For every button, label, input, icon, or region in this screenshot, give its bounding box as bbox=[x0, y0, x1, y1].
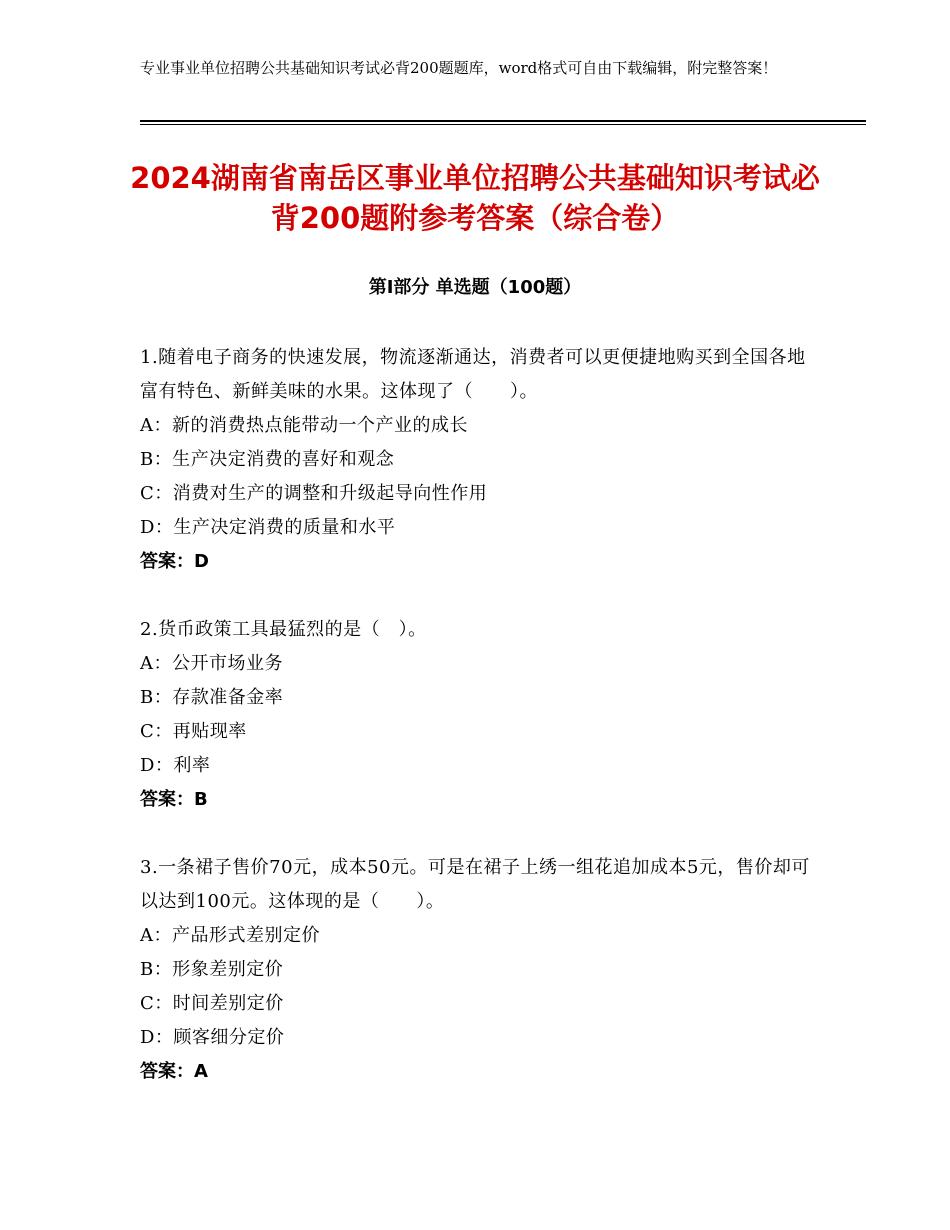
answer: 答案：A bbox=[140, 1061, 208, 1082]
answer: 答案：D bbox=[140, 551, 209, 572]
option-d: D：生产决定消费的质量和水平 bbox=[140, 517, 396, 538]
question-stem: 1.随着电子商务的快速发展，物流逐渐通达，消费者可以更便捷地购买到全国各地富有特色、新鲜美味的水果。这体现了（ ）。 bbox=[140, 347, 806, 402]
option-b: B：形象差别定价 bbox=[140, 959, 284, 980]
option-b: B：存款准备金率 bbox=[140, 687, 284, 708]
option-c: C：再贴现率 bbox=[140, 721, 247, 742]
option-a: A：产品形式差别定价 bbox=[140, 925, 320, 946]
question-2 bbox=[140, 613, 810, 817]
section-title: 第Ⅰ部分 单选题（100题） bbox=[368, 277, 582, 298]
header-rule-thick bbox=[140, 120, 866, 122]
question-list bbox=[140, 341, 810, 1123]
question-stem: 3.一条裙子售价70元，成本50元。可是在裙子上绣一组花追加成本5元，售价却可以达到100元。这体现的是（ ）。 bbox=[140, 857, 810, 912]
option-c: C：时间差别定价 bbox=[140, 993, 284, 1014]
document-title: 2024湖南省南岳区事业单位招聘公共基础知识考试必背200题附参考答案（综合卷） bbox=[130, 161, 820, 235]
option-c: C：消费对生产的调整和升级起导向性作用 bbox=[140, 483, 488, 504]
option-b: B：生产决定消费的喜好和观念 bbox=[140, 449, 395, 470]
header-rule-thin bbox=[140, 124, 866, 125]
question-stem: 2.货币政策工具最猛烈的是（ ）。 bbox=[140, 619, 427, 640]
option-a: A：新的消费热点能带动一个产业的成长 bbox=[140, 415, 468, 436]
question-1 bbox=[140, 341, 810, 579]
option-d: D：顾客细分定价 bbox=[140, 1027, 285, 1048]
question-3 bbox=[140, 851, 810, 1089]
option-d: D：利率 bbox=[140, 755, 211, 776]
option-a: A：公开市场业务 bbox=[140, 653, 283, 674]
header-note: 专业事业单位招聘公共基础知识考试必背200题题库，word格式可自由下载编辑，附完整答案！ bbox=[140, 59, 778, 77]
answer: 答案：B bbox=[140, 789, 208, 810]
